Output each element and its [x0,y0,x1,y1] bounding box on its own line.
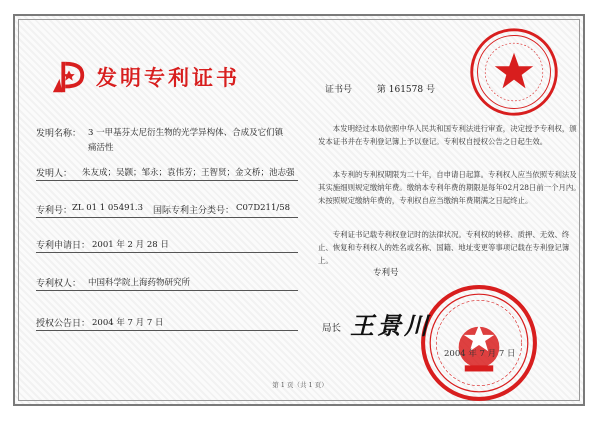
certificate-number-label: 证书号 [325,85,353,95]
divider [36,180,298,181]
patent-number-value: ZL 01 1 05491.3 [72,203,144,213]
certificate-number-value: 第 161578 号 [376,85,435,95]
patentee-label: 专利权人： [36,279,82,289]
certificate-title: 发明专利证书 [96,65,240,90]
grant-date-label: 授权公告日： [36,319,91,329]
paragraph-1: 本发明经过本局依照中华人民共和国专利法进行审查，决定授予专利权，颁发本证书并在专利登记簿上予以登记。专利权自授权公告之日起生效。 [318,124,577,146]
patent-office-logo-icon [50,58,88,96]
invention-name-label: 发明名称： [36,129,82,139]
patentee-value: 中国科学院上海药物研究所 [88,278,191,288]
invention-name-value-cont: 痛活性 [88,143,114,153]
divider [36,252,298,253]
page-footer: 第 1 页（共 1 页） [272,381,328,389]
signature-date: 2004 年 7 月 7 日 [444,349,516,359]
official-seal-top-icon [466,24,562,120]
director-title: 局长 [322,323,342,334]
filing-date-value: 2001 年 2 月 28 日 [92,240,169,250]
divider [36,330,298,331]
certificate-number [325,82,435,95]
director-signature: 王景川 [350,311,431,340]
paragraph-2: 本专利的专利权期限为二十年，自申请日起算。专利权人应当依照专利法及其实施细则规定缴纳年费。缴纳本专利年费的期限是每年02月28日前一个月内。未按照规定缴纳年费的，专利权自应当缴纳年费期满之日起终止。 [318,170,581,205]
filing-date-label: 专利申请日： [36,241,91,251]
divider [36,290,298,291]
ipc-label: 国际专利主分类号： [153,206,235,216]
grant-date-value: 2004 年 7 月 7 日 [92,318,164,328]
divider [36,217,298,218]
inventors-value: 朱友成；吴颢；邹永；袁伟芳；王智贤；金文桥；池志强 [82,168,295,178]
inventors-label: 发明人： [36,169,73,179]
patent-number-label: 专利号： [36,206,73,216]
ipc-value: C07D211/58 [236,203,291,213]
right-patent-number-label: 专利号 [373,268,399,278]
invention-name-value: 3 一甲基芬太尼衍生物的光学异构体、合成及它们镇 [88,128,284,138]
paragraph-3: 专利证书记载专利权登记时的法律状况。专利权的转移、质押、无效、终止、恢复和专利权人的姓名或名称、国籍、地址变更等事项记载在专利登记簿上。 [318,230,570,265]
certificate-header [50,58,240,96]
